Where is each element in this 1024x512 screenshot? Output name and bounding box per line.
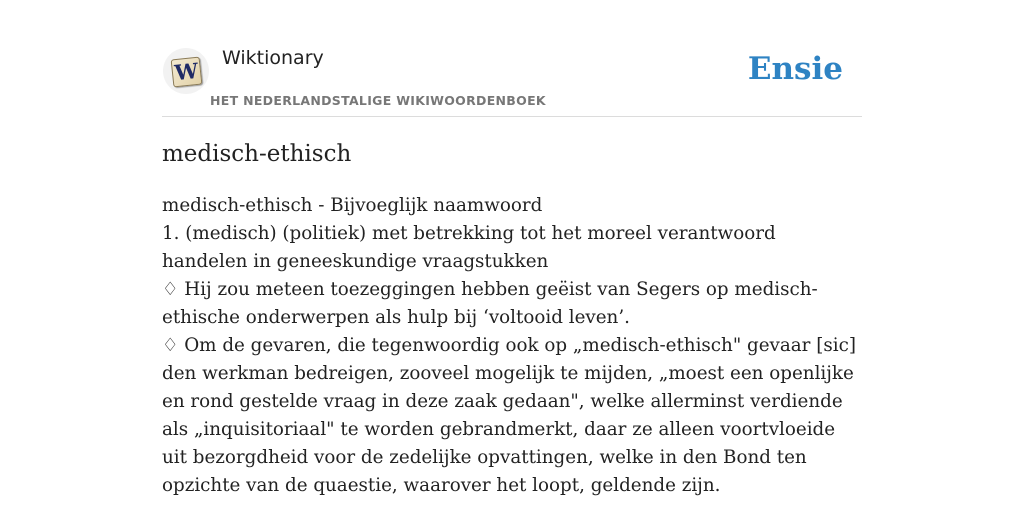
site-header xyxy=(162,40,862,117)
definition: 1. (medisch) (politiek) met betrekking tot het moreel verantwoord handelen in geneeskundige vraagstukken xyxy=(162,223,776,272)
wiktionary-logo[interactable] xyxy=(163,48,209,94)
ensie-logo[interactable]: Ensie xyxy=(747,51,843,87)
site-title[interactable]: Wiktionary xyxy=(222,47,324,69)
example-sentence: ♢ Om de gevaren, die tegenwoordig ook op „medisch-ethisch" gevaar [sic] den werkman bedreigen, zooveel mogelijk te mijden, „moest een openlijke en rond gestelde vraag in deze zaak gedaan", welke allerminst verdiende als „inquisitoriaal" te worden gebrandmerkt, daar ze alleen voortvloeide uit bezorgdheid voor de zedelijke opvattingen, welke in den Bond ten opzichte van de quaestie, waarover het loopt, geldende zijn. xyxy=(162,335,856,496)
example-sentence: ♢ Hij zou meteen toezeggingen hebben geëist van Segers op medisch-ethische onderwerpen als hulp bij ‘voltooid leven’. xyxy=(162,279,818,328)
entry-content xyxy=(162,192,862,500)
site-subtitle: HET NEDERLANDSTALIGE WIKIWOORDENBOEK xyxy=(210,93,546,108)
part-of-speech-line: medisch-ethisch - Bijvoeglijk naamwoord xyxy=(162,195,543,216)
page-title: medisch-ethisch xyxy=(162,141,352,167)
wiktionary-tile-icon: W xyxy=(171,57,203,88)
